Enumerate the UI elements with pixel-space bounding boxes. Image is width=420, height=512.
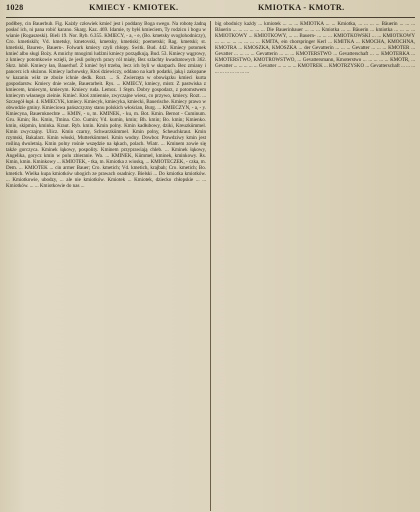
right-column <box>210 21 415 511</box>
left-running-head: KMIECY - KMIOTEK. <box>89 3 179 12</box>
column-divider <box>210 21 211 511</box>
left-column <box>6 21 210 511</box>
page-number: 1028 <box>6 3 24 12</box>
right-column-text: big obodnicy każdy ... kmiotek ... ... ... KMIOTKA ... ... Kmiotka, ... ... ... ... Bäuerin ... ... ... Bäuerin ... ... ... ... ... ... Die Bauerinbauer ... ... ... Kmiotka ... ... Bäuerin ... kmiotka ... ... ... ... KMIOTKOWY ... KMIOTKOWY, ... ... Bauern- ... ... ... KMIOTKOWSKI ... ... KMIOTKOWY ... ... ... ... ... ... ... ... KMITA, ein chorspringer Kerl ... KMITKA ... KMOCHA, KMOCHNA, KMOTRA ... KMOSZKA, KMOSZKA ... der Gevatterin ... ... ... Gevatter ... ... ... KMOTER ... Gevatter ... ... ... ... Gevatterin ... ... ... KMOTERSTWO ... Gevatterschaft ... ... KMOTERKA ... KMOTERSTWO, KMOTROWSTWO, ... Gevattersmann, Kmoterstwo ... ... ... ... ... KMOTR, ... Gevatter ... ... ... ... ... Gevatter ... ... ... ... KMOTREK ... KMOTRZYSKO ... Gevatterschaft ... ... ... ... ... ... ... ... ... ... <box>215 21 415 76</box>
right-running-head: KMIOTKA - KMOTR. <box>258 3 345 12</box>
text-columns <box>6 21 415 511</box>
page-header <box>6 3 415 18</box>
left-column-text: podłbey, cin Bauerbub. Fig. Każdy człowiek kmieć jest i poddany Boga swego. Na robotę żadną posłać ich, ni pana robić karano. Skarg. Kaz. 469. Idamie, ty byłś kmieciem, Ty rodzicu i bogu w wianie (Rogaszeski). Bieli 19. Nor. Ryb. 6.355. KMIECY, - a, - e, (Bo. kmetsky svoglohodniczy), Cro. kmetiskih; Vd. kmetsky, kmetovski, kmetsky, kmetiski; poemetski; Rag. kmetski; st. kmetiski, Bauren-, Bauern-. Folwark kmiecy czyli chłopy. Switk. Bud. 442. Kmiecy potomek kmieć albo sługi Boży. A mnichy mnogimi ludźmi kmiecy porządkują. Bud. 53. Kmiecy wągrowy, z kmiecy potomkowie wzięli, że jesli polnych pracy ról miały, Bez szlachty kwadratowych 362. Skrz. lubił. Kmiecy łan, Bauerhof. Ż kmieć był trzeba, lecz ich byli w skarpach. Bez zmiany i pancerz ich służono. Kmiecy lachowsky, Ktoś dziewiczy, oddano na karb podatki, jaką i zakopane w kazaniu wikt ze zboże ichnie dedk. Rozt. ... S. Zwierzęta w obowiązku kmieci kurta gospodarstw. Kmiecy dnie wcale, Bauerarbeit. Rys. ... KMIECY, kmiecy, mistr. Z pastwiska z kmiecem, kmiecym, kmiecym. Kmiecy ruda. Lemoz. 1 Stęm. Dobry gospodarz, z potomstwem kmiecym własnego zieinie. Kmieć. Ktoś zmiennie, zwyczajne wiesz, co przywo, kmiecy. Rozt. ... Szczegół łupł. 4. KMIECYK, kmiecy. Kmiecyk, kmiecyka, kmiecki, Bauerische. Kmiecy prawo w obwodzie gminy. Kmieciowa pańszczyzny stanu polskich włościan, Burg. ... KMIECZYN, - a, - y. Kmiecyna, Bauernknechte ... KMIN, - u, m. KMINEK, - ku, m. Bot. Kmin. Bernot - Cuminum. Gru. Kmin; Rs. Kmin, Tmina. Cro. Cumin; Vd. kumin, kmin; Bh. kmin; Bo. kmin; Kmienko. kmin, skipmin, kminka. Kraut. Ryb. kmin. Kmin polny. Kmin kadłubowy, dziki, Kreuzkümmel. Kmin zwyczajny. Ulicz. Kmin czarny, Schwarzkümmel. Kmin polny, Scheuchkraut. Kmin rzymski, Bakalarz. Kmin włoski, Mutterkümmel. Kmin wodny. Dowbor. Prawdziwy kmin jest rośliną dwuletnią. Kmin polny rośnie wszędzie na łąkach, polach. Wiatr. ... Kminem zowie się także gorczyca. Kminek łąkowy, pospolity. Kminem przyprawiają chleb. ... Kminek łąkowy, Angelika, gorycz kmin w polu zbieranie. Wa. ... KMINEK, Kümmel, kminek, kminkowy. Rs. Kmin, kmin. Kminkowy ... KMIOTEK, - tka, m. Kmiotka z wioską, ... KMIOTECZEK, - czka, m. Dem. ... KMIOTEK ... cin armer Bauer; Cro. kmetich; Vd. kmetich, krajbah; Cro. kmetich; Bo. kmetich. Wielka kupa kmiotków ubogich ze prawach osadnicy. Bielski ... Do kmiotka kmiotków. ... Kmiotkowie, ubodzy, ... ale nie kmiotków. Kmiotek ... Kmiotek, dziecko chłopskie ... ... Kmiotków. ... ... Kmiotkowie do nas ... <box>6 21 206 190</box>
